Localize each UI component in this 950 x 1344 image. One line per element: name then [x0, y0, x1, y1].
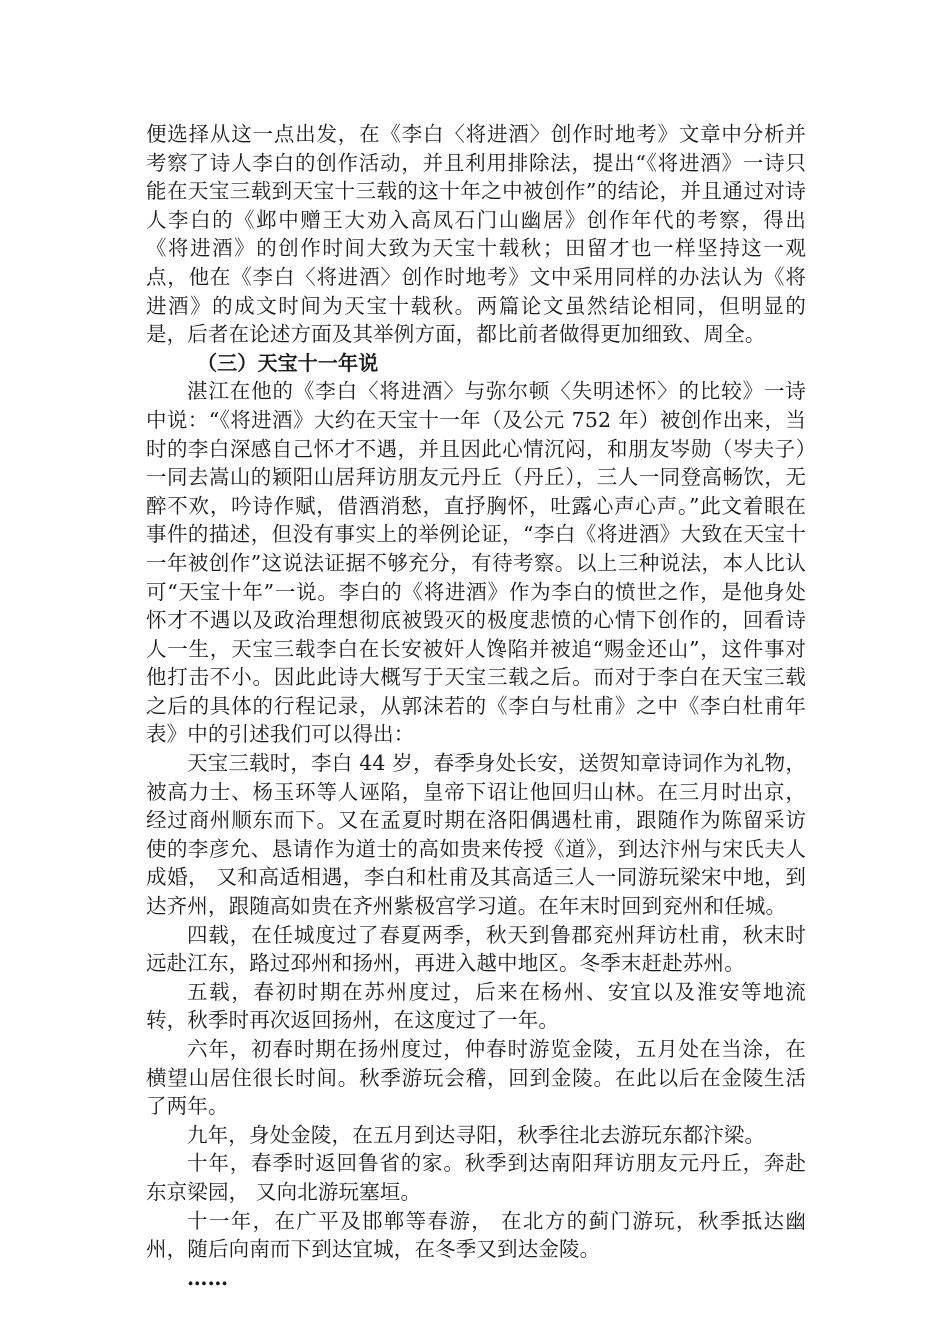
- ellipsis: ……: [187, 1265, 229, 1290]
- section-heading: （三）天宝十一年说: [197, 350, 379, 375]
- paragraph-year-6: 六年，初春时期在扬州度过，仲春时游览金陵，五月处在当涂，在横望山居住很长时间。秋季游玩会稽，回到金陵。在此以后在金陵生活了两年。: [146, 1037, 806, 1119]
- document-page: [146, 120, 806, 1292]
- paragraph-tianbao-3: 天宝三载时，李白 44 岁，春季身处长安，送贺知章诗词作为礼物，被高力士、杨玉环等人诬陷，皇帝下诏让他回归山林。在三月时出京，经过商州顺东而下。又在孟夏时期在洛阳偶遇杜甫，跟随作为陈留采访使的李彦允、恳请作为道士的高如贵来传授《道》，到达汴州与宋氏夫人成婚， 又和高适相遇，李白和杜甫及其高适三人一同游玩梁宋中地，到达齐州，跟随高如贵在齐州紫极宫学习道。在年末时回到兖州和任城。: [146, 751, 806, 919]
- paragraph-year-4: 四载，在任城度过了春夏两季，秋天到鲁郡兖州拜访杜甫，秋末时远赴江东，路过邳州和扬州，再进入越中地区。冬季末赶赴苏州。: [146, 922, 806, 976]
- paragraph-year-10: 十年，春季时返回鲁省的家。秋季到达南阳拜访朋友元丹丘，奔赴东京梁园， 又向北游玩塞垣。: [146, 1151, 806, 1204]
- paragraph-year-11: 十一年，在广平及邯郸等春游， 在北方的蓟门游玩，秋季抵达幽州，随后向南而下到达宜城，在冬季又到达金陵。: [146, 1208, 806, 1262]
- paragraph-zhanjiang: 湛江在他的《李白〈将进酒〉与弥尔顿〈失明述怀〉的比较》一诗中说：“《将进酒》大约在天宝十一年（及公元 752 年）被创作出来，当时的李白深感自己怀才不遇，并且因此心情沉闷，和朋友岑勋（岑夫子）一同去嵩山的颖阳山居拜访朋友元丹丘（丹丘），三人一同登高畅饮，无醉不欢，吟诗作赋，借酒消愁，直抒胸怀，吐露心声心声。”此文着眼在事件的描述，但没有事实上的举例论证，“李白《将进酒》大致在天宝十一年被创作”这说法证据不够充分，有待考察。以上三种说法，本人比认可“天宝十年”一说。李白的《将进酒》作为李白的愤世之作，是他身处怀才不遇以及政治理想彻底被毁灭的极度悲愤的心情下创作的，回看诗人一生，天宝三载李白在长安被奸人馋陷并被追“赐金还山”，这件事对他打击不小。因此此诗大概写于天宝三载之后。而对于李白在天宝三载之后的具体的行程记录，从郭沫若的《李白与杜甫》之中《李白杜甫年表》中的引述我们可以得出：: [146, 379, 806, 747]
- paragraph-year-9: 九年，身处金陵，在五月到达寻阳，秋季往北去游玩东都汴梁。: [187, 1122, 766, 1147]
- paragraph-intro: 便选择从这一点出发，在《李白〈将进酒〉创作时地考》文章中分析并考察了诗人李白的创作活动，并且利用排除法，提出“《将进酒》一诗只能在天宝三载到天宝十三载的这十年之中被创作”的结论，并且通过对诗人李白的《邺中赠王大劝入高凤石门山幽居》创作年代的考察，得出《将进酒》的创作时间大致为天宝十载秋；田留才也一样坚持这一观点，他在《李白〈将进酒〉创作时地考》文中采用同样的办法认为《将进酒》的成文时间为天宝十载秋。两篇论文虽然结论相同，但明显的是，后者在论述方面及其举例方面，都比前者做得更加细致、周全。: [146, 122, 806, 347]
- paragraph-year-5: 五载，春初时期在苏州度过，后来在杨州、安宜以及淮安等地流转，秋季时再次返回扬州，在这度过了一年。: [146, 979, 806, 1033]
